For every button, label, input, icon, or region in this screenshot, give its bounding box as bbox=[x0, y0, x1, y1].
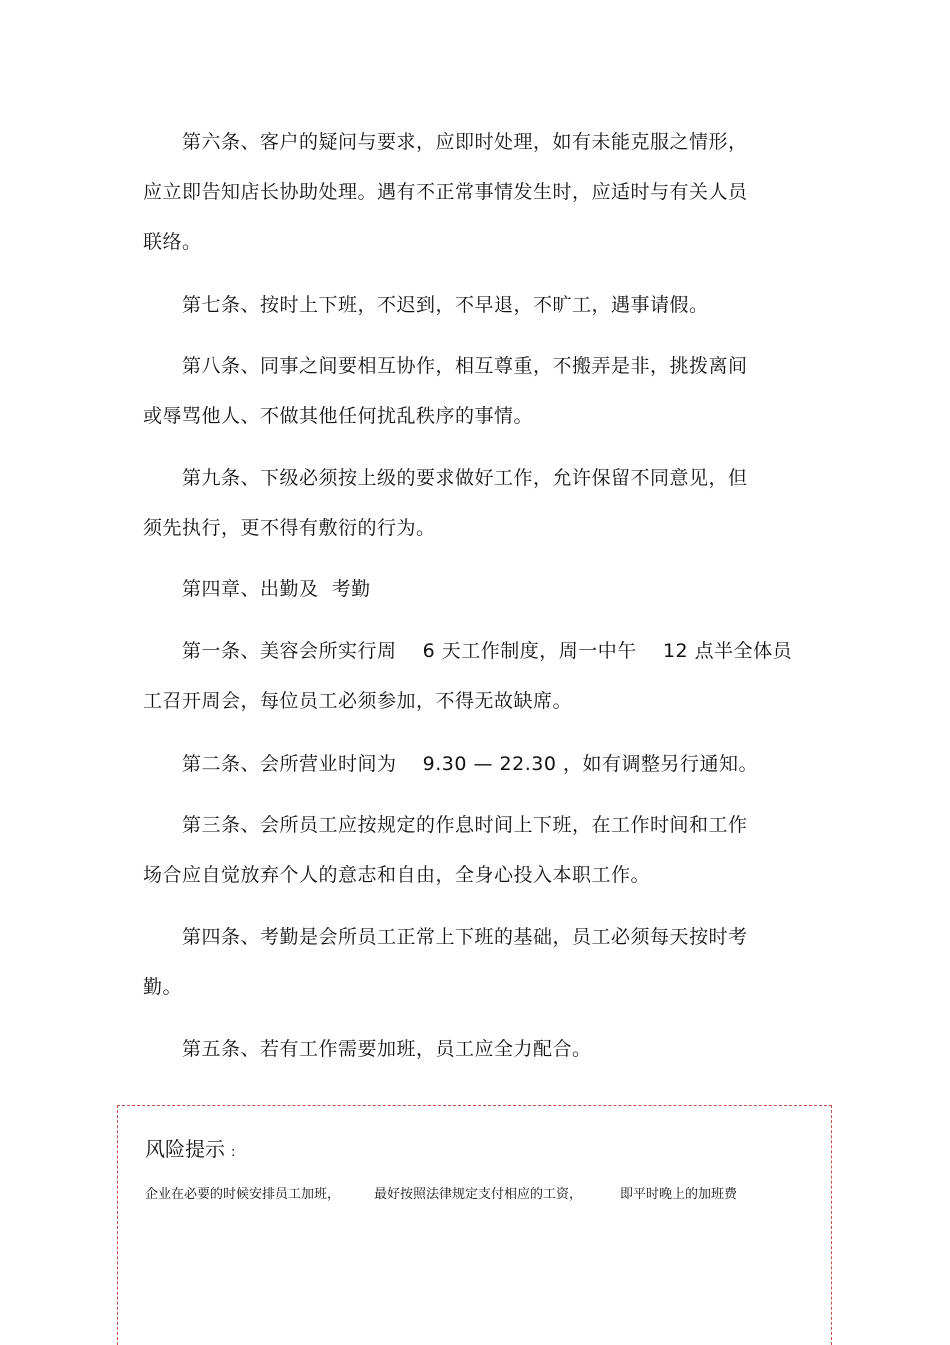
article-8-line-2: 或辱骂他人、不做其他任何扰乱秩序的事情。 bbox=[143, 405, 534, 427]
risk-text-segment-2: 最好按照法律规定支付相应的工资， bbox=[374, 1187, 583, 1202]
article-8-line-1: 第八条、同事之间要相互协作，相互尊重，不搬弄是非，挑拨离间 bbox=[182, 355, 748, 377]
article-6-line-3: 联络。 bbox=[143, 231, 202, 253]
article-6-line-1: 第六条、客户的疑问与要求，应即时处理，如有未能克服之情形， bbox=[182, 131, 748, 153]
article-6-line-2: 应立即告知店长协助处理。遇有不正常事情发生时，应适时与有关人员 bbox=[143, 181, 748, 203]
ch4-article-1-line-1: 第一条、美容会所实行周 6 天工作制度，周一中午 12 点半全体员 bbox=[182, 640, 793, 662]
ch4-article-4-line-1: 第四条、考勤是会所员工正常上下班的基础，员工必须每天按时考 bbox=[182, 926, 748, 948]
article-7-line-1: 第七条、按时上下班，不迟到，不早退，不旷工，遇事请假。 bbox=[182, 294, 709, 316]
ch4-article-4-line-2: 勤。 bbox=[143, 976, 183, 998]
article-9-line-2: 须先执行，更不得有敷衍的行为。 bbox=[143, 517, 436, 539]
ch4-article-3-line-2: 场合应自觉放弃个人的意志和自由，全身心投入本职工作。 bbox=[143, 864, 651, 886]
ch4-article-3-line-1: 第三条、会所员工应按规定的作息时间上下班，在工作时间和工作 bbox=[182, 814, 748, 836]
risk-text-segment-1: 企业在必要的时候安排员工加班， bbox=[145, 1187, 341, 1202]
risk-notice-title-text: 风险提示 bbox=[145, 1137, 225, 1161]
risk-notice-title bbox=[145, 1136, 235, 1166]
risk-notice-colon: : bbox=[231, 1145, 236, 1160]
ch4-article-1-line-2: 工召开周会，每位员工必须参加，不得无故缺席。 bbox=[143, 690, 573, 712]
ch4-article-5-line-1: 第五条、若有工作需要加班，员工应全力配合。 bbox=[182, 1038, 592, 1060]
risk-notice-box bbox=[117, 1105, 832, 1345]
ch4-article-2-line-1: 第二条、会所营业时间为 9.30 — 22.30 ，如有调整另行通知。 bbox=[182, 753, 758, 775]
chapter-4-heading: 第四章、出勤及 考勤 bbox=[182, 578, 371, 600]
risk-notice-text bbox=[145, 1186, 737, 1204]
risk-text-segment-3: 即平时晚上的加班费 bbox=[620, 1187, 738, 1202]
article-9-line-1: 第九条、下级必须按上级的要求做好工作，允许保留不同意见，但 bbox=[182, 467, 748, 489]
